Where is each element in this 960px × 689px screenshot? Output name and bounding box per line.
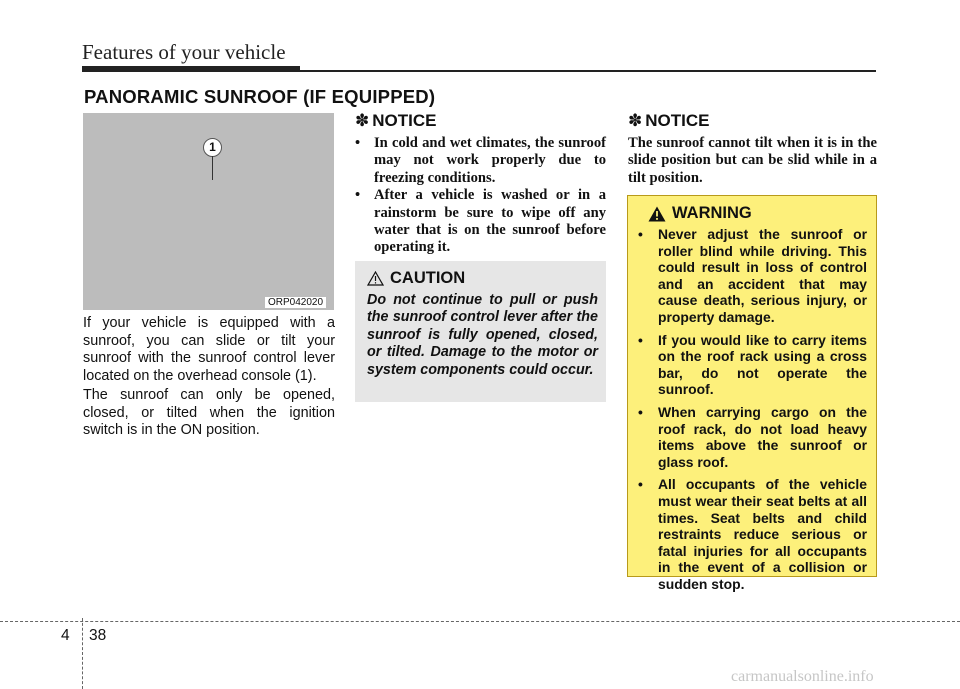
notice1-item-text: In cold and wet climates, the sunroof may not work properly due to freezing conditions. [374, 135, 606, 186]
warning-triangle-icon [648, 206, 666, 222]
warning-item-text: If you would like to carry items on the roof rack using a cross bar, do not operate the sunroof. [658, 331, 867, 398]
warning-box [627, 195, 877, 592]
caution-text: Do not continue to pull or push the sunroof control lever after the sunroof is fully opened, closed, or tilted. Damage to the motor or system components could occur. [367, 292, 598, 378]
page-chapter: 4 [61, 627, 70, 644]
caution-box [355, 261, 606, 402]
warning-heading-label: WARNING [672, 204, 752, 222]
notice1-item-text: After a vehicle is washed or in a rainstorm be sure to wipe off any water that is on the sunroof before operating it. [374, 187, 606, 256]
warning-item-text: All occupants of the vehicle must wear their seat belts at all times. Seat belts and child restraints reduce serious or fatal injuries for all occupants in the event of a collision or sudden stop. [658, 476, 867, 592]
photo-code: ORP042020 [265, 297, 326, 308]
notice-star-icon: ✽ [355, 111, 370, 131]
body-paragraph-1: If your vehicle is equipped with a sunroof, you can slide or tilt your sunroof with the sunroof control lever located on the overhead console (1). [83, 315, 335, 384]
header-title: Features of your vehicle [82, 40, 286, 64]
body-paragraph-2: The sunroof can only be opened, closed, or tilted when the ignition switch is in the ON position. [83, 387, 335, 438]
bullet: • [638, 403, 643, 420]
photo-callout-line [212, 156, 213, 180]
photo-callout-number: 1 [203, 138, 222, 157]
notice2-heading [628, 111, 709, 131]
watermark: carmanualsonline.info [731, 668, 874, 685]
notice1-heading [355, 111, 436, 131]
notice-star-icon: ✽ [628, 111, 643, 131]
header-line [300, 70, 876, 72]
notice2-heading-label: NOTICE [645, 111, 710, 130]
notice1-heading-label: NOTICE [372, 111, 437, 130]
bullet: • [355, 187, 361, 204]
warning-item-text: Never adjust the sunroof or roller blind while driving. This could result in loss of control and an accident that may cause death, serious injury, or property damage. [658, 226, 867, 325]
bullet: • [638, 476, 643, 493]
bullet: • [638, 331, 643, 348]
bullet: • [355, 135, 361, 151]
list-item [638, 476, 867, 592]
warning-list [638, 226, 867, 592]
notice1-list [355, 135, 606, 257]
warning-heading [648, 204, 867, 223]
list-item [638, 404, 867, 470]
list-item [638, 332, 867, 398]
list-item [355, 135, 606, 187]
caution-triangle-icon [367, 271, 384, 286]
page-number: 38 [89, 627, 107, 644]
bullet: • [638, 226, 643, 242]
caution-heading [367, 269, 598, 288]
notice2-text: The sunroof cannot tilt when it is in the slide position but can be slid while in a tilt position. [628, 135, 877, 186]
caution-heading-label: CAUTION [390, 269, 466, 287]
warning-item-text: When carrying cargo on the roof rack, do not load heavy items above the sunroof or glass roof. [658, 403, 867, 470]
section-title: PANORAMIC SUNROOF (IF EQUIPPED) [84, 86, 436, 107]
footer-vertical-line [82, 618, 83, 689]
list-item [638, 226, 867, 326]
footer-dash-line [0, 621, 960, 622]
header-bar [82, 66, 300, 72]
list-item [355, 187, 606, 257]
